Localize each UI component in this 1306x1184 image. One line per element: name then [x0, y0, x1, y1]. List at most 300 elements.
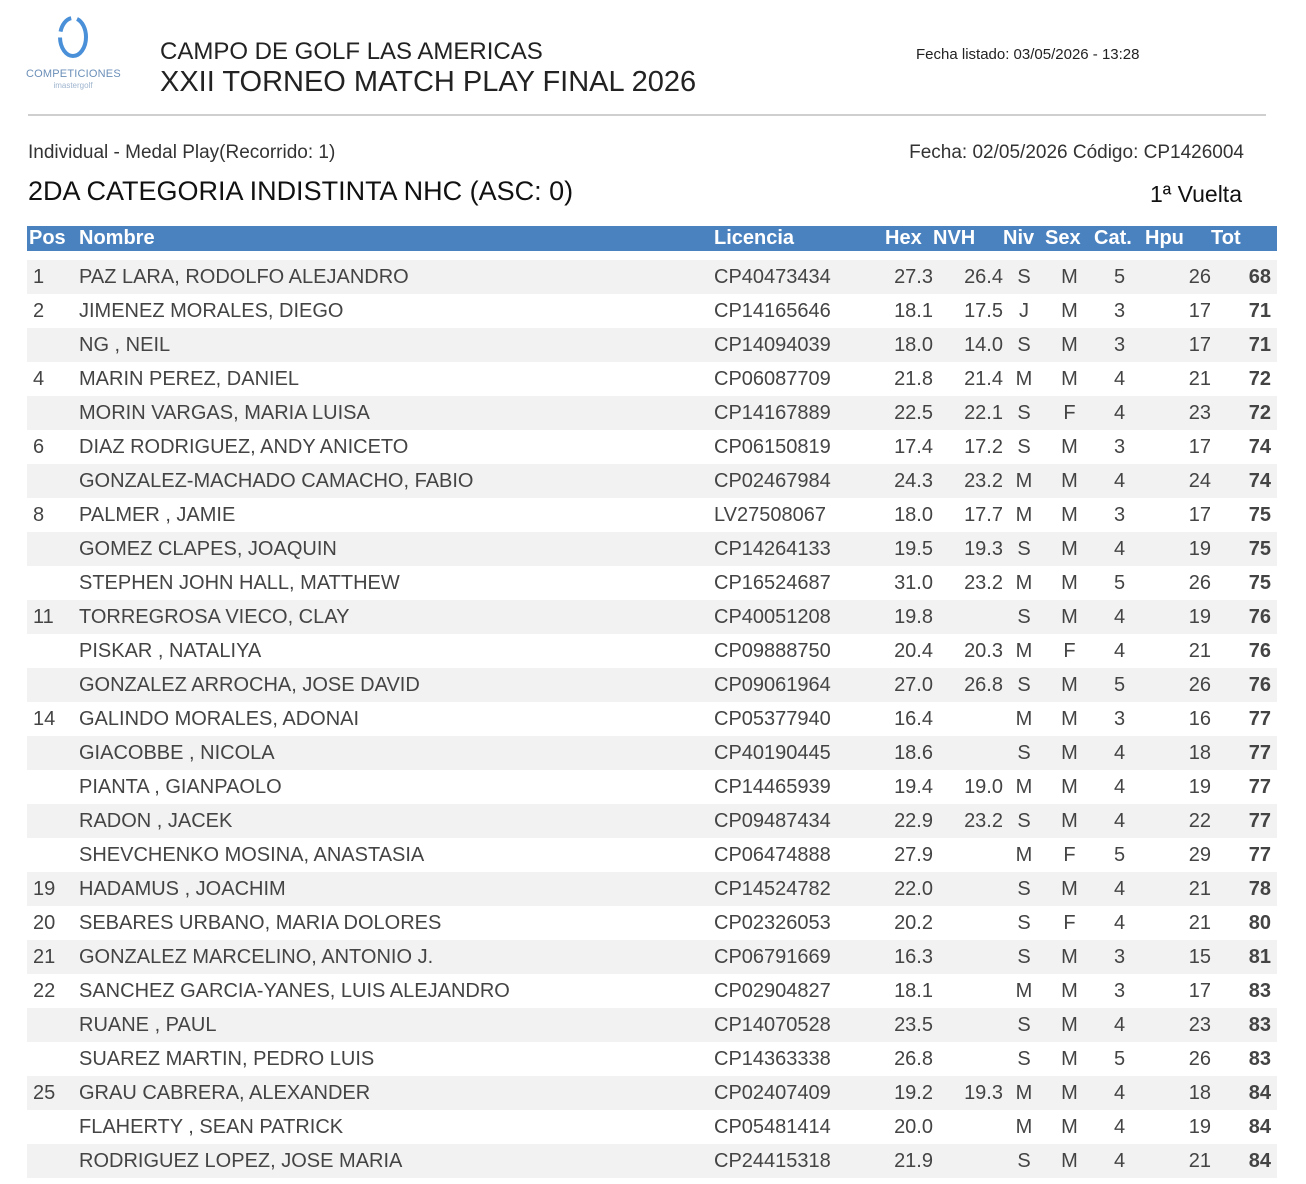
row-hpu: 21: [1188, 911, 1211, 934]
row-license: CP05481414: [714, 1115, 831, 1138]
row-niv: S: [1003, 532, 1045, 566]
row-sex: F: [1045, 396, 1094, 430]
row-pos: 19: [27, 872, 79, 906]
table-row[interactable]: [27, 838, 1277, 872]
row-cat: 4: [1094, 872, 1145, 906]
list-date: Fecha listado: 03/05/2026 - 13:28: [916, 46, 1140, 63]
table-row[interactable]: [27, 974, 1277, 1008]
row-hpu: 18: [1145, 736, 1211, 770]
row-nvh: 23.2: [933, 464, 1003, 498]
row-nvh: 14.0: [933, 328, 1003, 362]
row-license: CP14363338: [714, 1047, 831, 1070]
row-pos: [27, 1042, 79, 1076]
row-niv: M: [1003, 464, 1045, 498]
row-license: CP40473434: [710, 260, 885, 294]
row-hpu: 15: [1145, 940, 1211, 974]
row-cat: 4: [1113, 775, 1126, 798]
row-hex: 31.0: [894, 571, 933, 594]
row-name: STEPHEN JOHN HALL, MATTHEW: [79, 571, 400, 594]
row-name: RUANE , PAUL: [79, 1008, 710, 1042]
row-sex: M: [1045, 600, 1094, 634]
row-tot: 72: [1248, 367, 1271, 390]
row-cat: 4: [1094, 396, 1145, 430]
row-pos: 11: [27, 600, 79, 634]
row-hex: 19.4: [894, 775, 933, 798]
row-name: DIAZ RODRIGUEZ, ANDY ANICETO: [79, 435, 409, 458]
col-niv[interactable]: Niv: [1003, 226, 1045, 251]
row-tot: 71: [1211, 328, 1277, 362]
row-tot: 83: [1211, 1008, 1277, 1042]
row-sex: M: [1045, 532, 1094, 566]
logo: [26, 12, 120, 102]
row-niv: S: [1003, 260, 1045, 294]
table-row[interactable]: [27, 430, 1277, 464]
row-sex: M: [1045, 260, 1094, 294]
row-niv: S: [1003, 600, 1045, 634]
header-divider: [28, 114, 1266, 116]
row-cat: 4: [1113, 367, 1126, 390]
row-hpu: 24: [1145, 464, 1211, 498]
col-cat[interactable]: Cat.: [1094, 226, 1145, 251]
row-nvh: [933, 1144, 1003, 1178]
row-hpu: 19: [1145, 600, 1211, 634]
row-license: CP06791669: [710, 940, 885, 974]
row-pos: [27, 838, 79, 872]
table-row[interactable]: [27, 668, 1277, 702]
row-nvh: [933, 940, 1003, 974]
row-nvh: [933, 838, 1003, 872]
row-license: CP06150819: [714, 435, 831, 458]
row-pos: [27, 1008, 79, 1042]
row-name: MARIN PEREZ, DANIEL: [79, 367, 300, 390]
row-name: GONZALEZ-MACHADO CAMACHO, FABIO: [79, 464, 710, 498]
row-name: GRAU CABRERA, ALEXANDER: [79, 1076, 710, 1110]
logo-sub: imastergolf: [53, 81, 93, 90]
row-niv: J: [1019, 299, 1029, 322]
row-license: CP05377940: [714, 707, 831, 730]
col-name[interactable]: Nombre: [79, 226, 710, 251]
row-hpu: 19: [1188, 775, 1211, 798]
row-cat: 5: [1094, 260, 1145, 294]
row-tot: 78: [1211, 872, 1277, 906]
row-name: PISKAR , NATALIYA: [79, 639, 262, 662]
row-hpu: 21: [1145, 872, 1211, 906]
row-niv: M: [1015, 979, 1033, 1002]
row-hex: 27.9: [894, 843, 933, 866]
ring-logo-icon: [53, 12, 93, 64]
row-cat: 3: [1113, 503, 1126, 526]
row-sex: M: [1061, 503, 1078, 526]
table-row[interactable]: [27, 362, 1277, 396]
row-license: LV27508067: [714, 503, 826, 526]
table-row[interactable]: [27, 770, 1277, 804]
row-pos: [27, 396, 79, 430]
row-sex: M: [1061, 299, 1078, 322]
col-hpu[interactable]: Hpu: [1145, 226, 1211, 251]
row-name: GOMEZ CLAPES, JOAQUIN: [79, 532, 710, 566]
row-sex: M: [1045, 668, 1094, 702]
row-tot: 84: [1248, 1115, 1271, 1138]
row-nvh: 17.7: [964, 503, 1003, 526]
row-license: CP02407409: [710, 1076, 885, 1110]
row-pos: 2: [33, 299, 45, 322]
row-pos: 6: [33, 435, 45, 458]
row-name: SEBARES URBANO, MARIA DOLORES: [79, 911, 442, 934]
row-tot: 75: [1248, 503, 1271, 526]
row-niv: S: [1003, 328, 1045, 362]
row-tot: 76: [1248, 639, 1271, 662]
row-name: SANCHEZ GARCIA-YANES, LUIS ALEJANDRO: [79, 979, 510, 1002]
row-niv: M: [1015, 503, 1033, 526]
row-license: CP06087709: [714, 367, 831, 390]
row-hpu: 19: [1188, 1115, 1211, 1138]
table-row[interactable]: [27, 1042, 1277, 1076]
row-tot: 77: [1248, 775, 1271, 798]
table-row[interactable]: [27, 1008, 1277, 1042]
row-hex: 19.5: [885, 532, 933, 566]
row-hex: 21.9: [885, 1144, 933, 1178]
row-license: CP09487434: [710, 804, 885, 838]
row-nvh: 26.4: [933, 260, 1003, 294]
row-pos: 1: [27, 260, 79, 294]
table-row[interactable]: [27, 702, 1277, 736]
row-license: CP14070528: [710, 1008, 885, 1042]
row-niv: S: [1017, 911, 1031, 934]
row-pos: [27, 770, 79, 804]
row-niv: M: [1003, 1076, 1045, 1110]
row-tot: 68: [1211, 260, 1277, 294]
row-name: GONZALEZ ARROCHA, JOSE DAVID: [79, 668, 710, 702]
row-name: GIACOBBE , NICOLA: [79, 736, 710, 770]
row-hpu: 17: [1188, 299, 1211, 322]
row-license: CP40190445: [710, 736, 885, 770]
row-name: MORIN VARGAS, MARIA LUISA: [79, 396, 710, 430]
row-tot: 77: [1211, 736, 1277, 770]
table-row[interactable]: [27, 260, 1277, 294]
row-cat: 5: [1094, 668, 1145, 702]
row-pos: [27, 328, 79, 362]
table-row[interactable]: [27, 634, 1277, 668]
competition-mode: Individual - Medal Play(Recorrido: 1): [28, 142, 336, 163]
table-row[interactable]: [27, 464, 1277, 498]
row-hex: 20.4: [894, 639, 933, 662]
row-hpu: 23: [1145, 1008, 1211, 1042]
row-name: PALMER , JAMIE: [79, 503, 236, 526]
row-license: CP06474888: [714, 843, 831, 866]
row-license: CP02904827: [714, 979, 831, 1002]
row-hex: 18.6: [885, 736, 933, 770]
row-cat: 4: [1094, 804, 1145, 838]
row-hex: 16.4: [894, 707, 933, 730]
row-license: CP02467984: [710, 464, 885, 498]
row-hpu: 17: [1188, 979, 1211, 1002]
row-cat: 3: [1094, 328, 1145, 362]
col-license[interactable]: Licencia: [710, 226, 885, 251]
row-hex: 19.2: [885, 1076, 933, 1110]
row-sex: M: [1061, 367, 1078, 390]
table-row[interactable]: [27, 736, 1277, 770]
row-name: PAZ LARA, RODOLFO ALEJANDRO: [79, 260, 710, 294]
row-hex: 16.3: [885, 940, 933, 974]
table-row[interactable]: [27, 328, 1277, 362]
table-row[interactable]: [27, 498, 1277, 532]
row-sex: M: [1045, 1076, 1094, 1110]
col-nvh[interactable]: NVH: [933, 226, 1003, 251]
row-sex: M: [1045, 940, 1094, 974]
row-pos: 25: [27, 1076, 79, 1110]
row-niv: S: [1003, 1144, 1045, 1178]
row-cat: 4: [1113, 911, 1126, 934]
row-cat: 3: [1113, 435, 1126, 458]
row-hpu: 17: [1188, 435, 1211, 458]
col-tot[interactable]: Tot: [1211, 226, 1277, 251]
row-nvh: 19.3: [933, 1076, 1003, 1110]
row-license: CP14165646: [714, 299, 831, 322]
row-pos: [27, 804, 79, 838]
row-pos: [27, 1144, 79, 1178]
row-sex: M: [1045, 1008, 1094, 1042]
row-niv: M: [1015, 707, 1033, 730]
row-niv: M: [1015, 1115, 1033, 1138]
row-name: NG , NEIL: [79, 328, 710, 362]
row-license: CP14524782: [710, 872, 885, 906]
row-niv: M: [1015, 639, 1033, 662]
row-niv: M: [1015, 571, 1033, 594]
results-body: [27, 251, 1277, 1178]
row-hpu: 26: [1145, 260, 1211, 294]
row-sex: M: [1045, 464, 1094, 498]
row-pos: 14: [33, 707, 56, 730]
row-hex: 26.8: [894, 1047, 933, 1070]
competition-date-code: Fecha: 02/05/2026 Código: CP1426004: [909, 142, 1244, 163]
row-cat: 5: [1113, 571, 1126, 594]
row-cat: 3: [1113, 707, 1126, 730]
row-niv: S: [1003, 940, 1045, 974]
row-hpu: 21: [1188, 367, 1211, 390]
row-hex: 22.9: [885, 804, 933, 838]
table-row[interactable]: [27, 1110, 1277, 1144]
row-sex: M: [1061, 775, 1078, 798]
row-tot: 77: [1248, 843, 1271, 866]
row-cat: 4: [1113, 1115, 1126, 1138]
row-hex: 20.2: [894, 911, 933, 934]
row-hpu: 26: [1188, 1047, 1211, 1070]
row-name: HADAMUS , JOACHIM: [79, 872, 710, 906]
row-tot: 83: [1248, 1047, 1271, 1070]
row-hpu: 17: [1188, 503, 1211, 526]
row-cat: 4: [1094, 464, 1145, 498]
row-hex: 22.0: [885, 872, 933, 906]
round-label: 1ª Vuelta: [1149, 181, 1242, 207]
row-nvh: [933, 1110, 1003, 1144]
row-cat: 4: [1094, 736, 1145, 770]
row-pos: [27, 634, 79, 668]
row-tot: 74: [1248, 435, 1271, 458]
row-sex: M: [1045, 872, 1094, 906]
row-license: CP14264133: [710, 532, 885, 566]
row-hex: 21.8: [894, 367, 933, 390]
row-niv: M: [1015, 367, 1033, 390]
table-row[interactable]: [27, 804, 1277, 838]
row-niv: S: [1003, 668, 1045, 702]
row-niv: S: [1003, 396, 1045, 430]
row-sex: M: [1061, 571, 1078, 594]
row-nvh: [933, 974, 1003, 1008]
table-row[interactable]: [27, 532, 1277, 566]
row-pos: 8: [33, 503, 45, 526]
row-tot: 76: [1211, 600, 1277, 634]
club-name: CAMPO DE GOLF LAS AMERICAS: [160, 38, 543, 65]
row-license: CP14167889: [710, 396, 885, 430]
row-hex: 23.5: [885, 1008, 933, 1042]
table-row[interactable]: [27, 1076, 1277, 1110]
row-nvh: [933, 1042, 1003, 1076]
category-title: 2DA CATEGORIA INDISTINTA NHC (ASC: 0): [28, 176, 574, 206]
row-hpu: 22: [1145, 804, 1211, 838]
row-tot: 71: [1248, 299, 1271, 322]
row-license: CP40051208: [710, 600, 885, 634]
row-hex: 20.0: [894, 1115, 933, 1138]
row-niv: S: [1017, 1047, 1031, 1070]
row-nvh: 23.2: [964, 571, 1003, 594]
row-name: PIANTA , GIANPAOLO: [79, 775, 282, 798]
row-cat: 3: [1113, 979, 1126, 1002]
row-name: GONZALEZ MARCELINO, ANTONIO J.: [79, 940, 710, 974]
row-niv: M: [1015, 775, 1033, 798]
row-hpu: 19: [1145, 532, 1211, 566]
row-hex: 18.0: [894, 503, 933, 526]
row-name: TORREGROSA VIECO, CLAY: [79, 600, 710, 634]
row-license: CP09888750: [714, 639, 831, 662]
row-hex: 17.4: [894, 435, 933, 458]
row-niv: S: [1017, 435, 1031, 458]
table-row[interactable]: [27, 1144, 1277, 1178]
row-pos: 20: [33, 911, 56, 934]
row-nvh: 26.8: [933, 668, 1003, 702]
row-nvh: 19.3: [933, 532, 1003, 566]
row-nvh: [933, 906, 1003, 940]
row-license: CP02326053: [714, 911, 831, 934]
row-hpu: 21: [1188, 639, 1211, 662]
header-gap: [27, 251, 1277, 260]
row-nvh: 20.3: [964, 639, 1003, 662]
row-pos: [27, 1110, 79, 1144]
row-name: GALINDO MORALES, ADONAI: [79, 707, 360, 730]
row-tot: 84: [1211, 1076, 1277, 1110]
row-nvh: [933, 872, 1003, 906]
row-sex: M: [1061, 707, 1078, 730]
row-hpu: 18: [1145, 1076, 1211, 1110]
row-hex: 27.3: [885, 260, 933, 294]
row-sex: M: [1045, 1144, 1094, 1178]
row-cat: 4: [1094, 1008, 1145, 1042]
row-hpu: 23: [1145, 396, 1211, 430]
row-tot: 80: [1248, 911, 1271, 934]
logo-brand: COMPETICIONES: [26, 68, 121, 80]
row-pos: 21: [27, 940, 79, 974]
row-cat: 4: [1094, 1076, 1145, 1110]
row-hpu: 26: [1145, 668, 1211, 702]
row-cat: 4: [1113, 639, 1126, 662]
row-pos: [27, 668, 79, 702]
table-row[interactable]: [27, 872, 1277, 906]
row-name: RADON , JACEK: [79, 804, 710, 838]
row-sex: M: [1061, 979, 1078, 1002]
row-tot: 75: [1248, 571, 1271, 594]
row-license: CP09061964: [710, 668, 885, 702]
col-sex[interactable]: Sex: [1045, 226, 1094, 251]
row-sex: F: [1063, 843, 1076, 866]
row-hex: 18.1: [894, 299, 933, 322]
row-pos: [27, 464, 79, 498]
row-hex: 22.5: [885, 396, 933, 430]
row-nvh: [933, 736, 1003, 770]
row-nvh: [933, 1008, 1003, 1042]
row-cat: 5: [1113, 1047, 1126, 1070]
row-name: RODRIGUEZ LOPEZ, JOSE MARIA: [79, 1144, 710, 1178]
table-row[interactable]: [27, 396, 1277, 430]
row-nvh: [933, 600, 1003, 634]
row-license: CP14094039: [710, 328, 885, 362]
row-tot: 77: [1248, 707, 1271, 730]
row-hex: 24.3: [885, 464, 933, 498]
table-header-row: [27, 226, 1277, 251]
row-niv: S: [1003, 736, 1045, 770]
row-license: CP16524687: [714, 571, 831, 594]
col-hex[interactable]: Hex: [885, 226, 933, 251]
row-name: SUAREZ MARTIN, PEDRO LUIS: [79, 1047, 375, 1070]
row-sex: M: [1061, 435, 1078, 458]
row-name: SHEVCHENKO MOSINA, ANASTASIA: [79, 843, 425, 866]
row-tot: 77: [1211, 804, 1277, 838]
col-pos[interactable]: Pos: [27, 226, 79, 251]
row-tot: 74: [1211, 464, 1277, 498]
row-cat: 3: [1113, 299, 1126, 322]
row-tot: 72: [1211, 396, 1277, 430]
row-tot: 76: [1211, 668, 1277, 702]
table-row[interactable]: [27, 940, 1277, 974]
row-pos: 22: [33, 979, 56, 1002]
row-hpu: 21: [1145, 1144, 1211, 1178]
tournament-title: XXII TORNEO MATCH PLAY FINAL 2026: [160, 66, 697, 98]
row-hpu: 29: [1188, 843, 1211, 866]
row-hpu: 17: [1145, 328, 1211, 362]
row-tot: 83: [1248, 979, 1271, 1002]
row-sex: F: [1063, 639, 1076, 662]
row-hex: 27.0: [885, 668, 933, 702]
row-sex: F: [1063, 911, 1076, 934]
row-hpu: 16: [1188, 707, 1211, 730]
row-cat: 3: [1094, 940, 1145, 974]
table-row[interactable]: [27, 600, 1277, 634]
row-sex: M: [1045, 804, 1094, 838]
row-nvh: 23.2: [933, 804, 1003, 838]
row-cat: 4: [1094, 600, 1145, 634]
row-nvh: [933, 702, 1003, 736]
row-hpu: 26: [1188, 571, 1211, 594]
row-niv: S: [1003, 1008, 1045, 1042]
row-pos: [27, 532, 79, 566]
table-row[interactable]: [27, 906, 1277, 940]
row-nvh: 17.5: [964, 299, 1003, 322]
row-tot: 84: [1211, 1144, 1277, 1178]
table-row[interactable]: [27, 566, 1277, 600]
row-nvh: 17.2: [964, 435, 1003, 458]
row-sex: M: [1061, 1115, 1078, 1138]
row-pos: 4: [33, 367, 45, 390]
row-sex: M: [1045, 328, 1094, 362]
table-row[interactable]: [27, 294, 1277, 328]
